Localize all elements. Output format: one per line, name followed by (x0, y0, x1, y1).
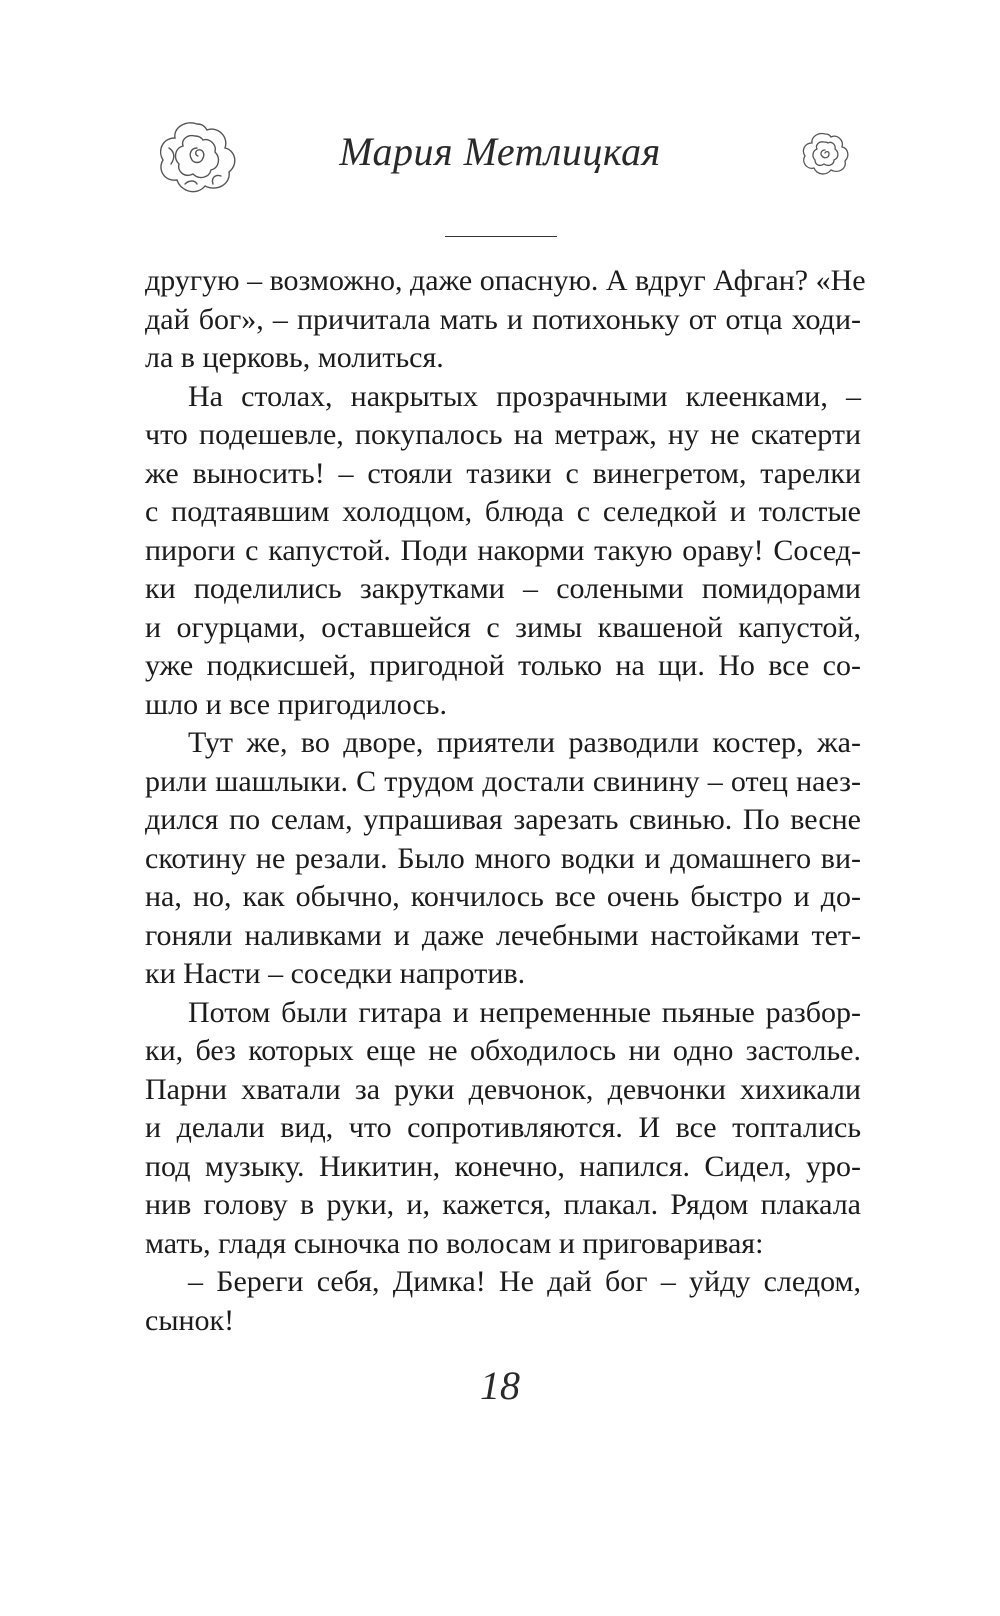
text-line: скотину не резали. Было много водки и домашнего ви- (145, 841, 861, 875)
text-line: шло и все пригодилось. (145, 687, 447, 721)
text-line: мать, гладя сыночка по волосам и приговаривая: (145, 1226, 764, 1260)
rose-icon (800, 130, 850, 176)
body-text (145, 262, 866, 1340)
text-line: что подешевле, покупалось на метраж, ну не скатерти (145, 418, 861, 451)
text-line: гоняли наливками и даже лечебными настойками тет- (145, 918, 861, 952)
text-line: дился по селам, упрашивая зарезать свинью. По весне (145, 803, 861, 836)
text-line: под музыку. Никитин, конечно, напился. Сидел, уро- (145, 1149, 861, 1183)
text-line: нив голову в руки, и, кажется, плакал. Рядом плакала (145, 1188, 861, 1221)
text-line: ки Насти – соседки напротив. (145, 957, 526, 990)
text-line: ки поделились закрутками – солеными помидорами (145, 572, 861, 605)
text-line: На столах, накрытых прозрачными клеенками, – (188, 379, 861, 413)
text-line: уже подкисшей, пригодной только на щи. Но все со- (145, 649, 861, 682)
text-line: Потом были гитара и непременные пьяные разбор- (188, 995, 861, 1029)
header-divider (445, 236, 557, 237)
running-header-author: Мария Метлицкая (339, 129, 661, 174)
text-line: сынок! (145, 1303, 235, 1337)
text-line: дай бог», – причитала мать и потихоньку от отца ходи- (145, 302, 861, 336)
text-line: другую – возможно, даже опасную. А вдруг Афган? «Не (145, 264, 866, 297)
text-line: с подтаявшим холодцом, блюда с селедкой и толстые (145, 495, 861, 528)
text-line: ки, без которых еще не обходилось ни одно застолье. (145, 1034, 861, 1067)
text-line: же выносить! – стояли тазики с винегретом, тарелки (145, 456, 861, 490)
text-line: – Береги себя, Димка! Не дай бог – уйду следом, (188, 1265, 861, 1298)
text-line: на, но, как обычно, кончилось все очень быстро и до- (145, 880, 861, 913)
text-line: и делали вид, что сопротивляются. И все топтались (145, 1111, 861, 1144)
text-line: ла в церковь, молиться. (145, 341, 444, 374)
text-line: пироги с капустой. Поди накорми такую ораву! Сосед- (145, 533, 861, 567)
text-line: рили шашлыки. С трудом достали свинину – отец наез- (145, 764, 861, 798)
page-number: 18 (480, 1363, 520, 1408)
text-line: Парни хватали за руки девчонок, девчонки хихикали (145, 1072, 861, 1106)
text-line: Тут же, во дворе, приятели разводили костер, жа- (188, 726, 861, 759)
text-line: и огурцами, оставшейся с зимы квашеной капустой, (145, 610, 861, 644)
